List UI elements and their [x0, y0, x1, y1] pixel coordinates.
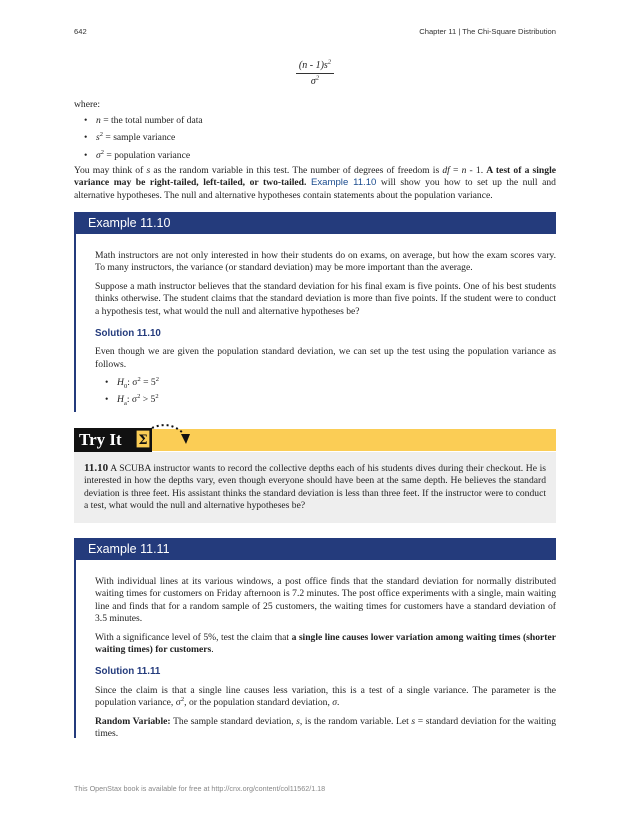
try-it-body [74, 452, 556, 523]
random-variable-text: Random Variable: The sample standard deviation, s, is the random variable. Let s = standard deviation for the waiting times. [95, 715, 557, 740]
where-label: where: [74, 99, 101, 110]
try-it-label: Try It [74, 428, 152, 452]
try-it-text: 11.10 A SCUBA instructor wants to record the collective depths each of his students dives during their checkout. He is interested in how the depths vary, even though everyone should have been at the same depth. He believes the standard deviation is three feet. His assistant thinks the standard deviation is less than three feet. If the instructor were to conduct a test, what would the null and alternative hypotheses be? [84, 462, 546, 512]
page-number: 642 [74, 27, 87, 36]
solution-11-10-text: Even though we are given the population standard deviation, we can set up the test using the population variance as follows. [95, 346, 556, 370]
sigma-icon [134, 422, 196, 452]
example-11-10-para2: Suppose a math instructor believes that the standard deviation for his final exam is five points. One of his best students thinks otherwise. The student claims that the standard deviation is more than five points. If the student were to conduct a hypothesis test, what would the null and alternative hypotheses be? [95, 280, 556, 317]
definition-s2: • $s^2$ = sample variance [74, 132, 556, 144]
formula-numerator: $(n - 1)s^2$ [296, 60, 334, 74]
solution-11-10-title: Solution 11.10 [95, 328, 161, 340]
example-11-10-banner: Example 11.10 [74, 212, 556, 234]
example-11-10-body [74, 234, 556, 412]
hypotheses-list [95, 377, 556, 406]
example-11-10-link[interactable]: Example 11.10 [310, 177, 377, 189]
example-11-11-body [74, 560, 556, 738]
formula-denominator: $\sigma^2$ [310, 75, 320, 88]
chi-square-formula [0, 60, 630, 89]
svg-text:Σ: Σ [138, 433, 148, 448]
footer-attribution: This OpenStax book is available for free at http://cnx.org/content/col11562/1.18 [74, 784, 326, 793]
definition-list [74, 115, 556, 166]
definition-sigma2: • $\sigma^2$ = population variance [74, 150, 556, 162]
example-11-10-para1: Math instructors are not only interested in how their students do on exams, on average, but how the exam scores vary. To many instructors, the variance (or standard deviation) may be more important than the average. [95, 250, 556, 274]
alternative-hypothesis: • $H_a$: $\sigma^2 > 5^2$ [95, 394, 556, 406]
null-hypothesis: • $H_0$: $\sigma^2 = 5^2$ [95, 377, 556, 389]
solution-11-11-text: Since the claim is that a single line causes less variation, this is a test of a single variance. The parameter is the population variance, $\sigma^2$, or the population standard deviation, σ. [95, 684, 556, 709]
example-11-11-banner: Example 11.11 [74, 538, 556, 560]
solution-11-11-title: Solution 11.11 [95, 666, 161, 678]
chapter-header: Chapter 11 | The Chi-Square Distribution [419, 27, 556, 36]
example-11-11-para2: With a significance level of 5%, test the claim that a single line causes lower variation among waiting times (shorter waiting times) for customers. [95, 631, 556, 656]
example-11-11-para1: With individual lines at its various windows, a post office finds that the standard deviation for normally distributed waiting times for customers on Friday afternoon is 7.2 minutes. The post office experiments with a single, main waiting line and finds that for a random sample of 25 customers, the waiting times for customers have a standard deviation of 3.5 minutes. [95, 576, 556, 625]
definition-n: • n = the total number of data [74, 115, 556, 127]
intro-paragraph: You may think of s as the random variable in this test. The number of degrees of freedom is df = n - 1. A test of a single variance may be right-tailed, left-tailed, or two-tailed. Example 11.10 will show you how to set up the null and alternative hypotheses. The null and alternative hypotheses contain statements about the population variance. [74, 165, 556, 201]
